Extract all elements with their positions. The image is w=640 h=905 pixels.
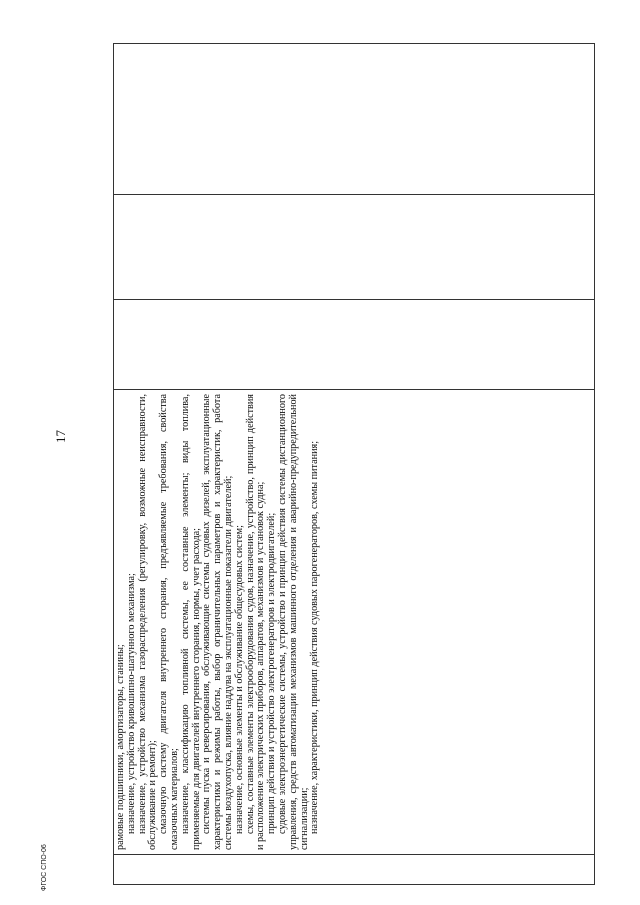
content-line: назначение, устройство кривошипно-шатунного механизма; [125, 573, 137, 834]
content-line: схемы, составные элементы электрооборудования судов, назначение, устройство, принцип действия и расположение электрических приборов, аппаратов, механизмов и установок судна; [244, 394, 267, 850]
content-line: назначение, основные элементы и обслуживание общесудовых систем; [233, 525, 245, 834]
content-text [113, 390, 321, 855]
column-divider [113, 194, 595, 195]
footer-code: ФГОС СПО-06 [41, 844, 48, 891]
content-line: назначение, характеристики, принцип действия судовых парогенераторов, схемы питания; [309, 440, 321, 834]
content-line: принцип действия и устройство электрогенераторов и электродвигателей; [266, 512, 278, 834]
content-column [113, 390, 595, 855]
content-line: смазочную систему двигателя внутреннего сгорания, предъявляемые требования, свойства смазочных материалов; [158, 394, 180, 850]
rotated-page [41, 43, 595, 891]
content-line: назначение, классификацию топливной системы, ее составные элементы; виды топлива, применяемые для двигателей внутреннего сгорания, нормы, учет расхода; [179, 394, 202, 850]
content-line: судовые электроэнергетические системы, устройство и принцип действия системы дистанционного управления, средств автоматизации механизмов машинного отделения и аварийно-предупредительной сигнализации; [276, 394, 310, 850]
index-column [113, 855, 595, 885]
content-line: назначение, устройство механизма газораспределения (регулировку, возможные неисправности, обслуживание и ремонт); [136, 394, 159, 850]
page-number: 17 [53, 430, 68, 443]
content-line: системы пуска и реверсирования, обслуживающие системы судовых дизелей, эксплуатационные характеристики и режимы работы, выбор ограничительных параметров и характеристик, работа системы воздухопуска, влияние наддува на эксплуатационные показатели двигателей; [201, 394, 234, 850]
content-line: рамовые подшипники, амортизаторы, станины; [115, 644, 126, 850]
column-divider [113, 299, 595, 300]
